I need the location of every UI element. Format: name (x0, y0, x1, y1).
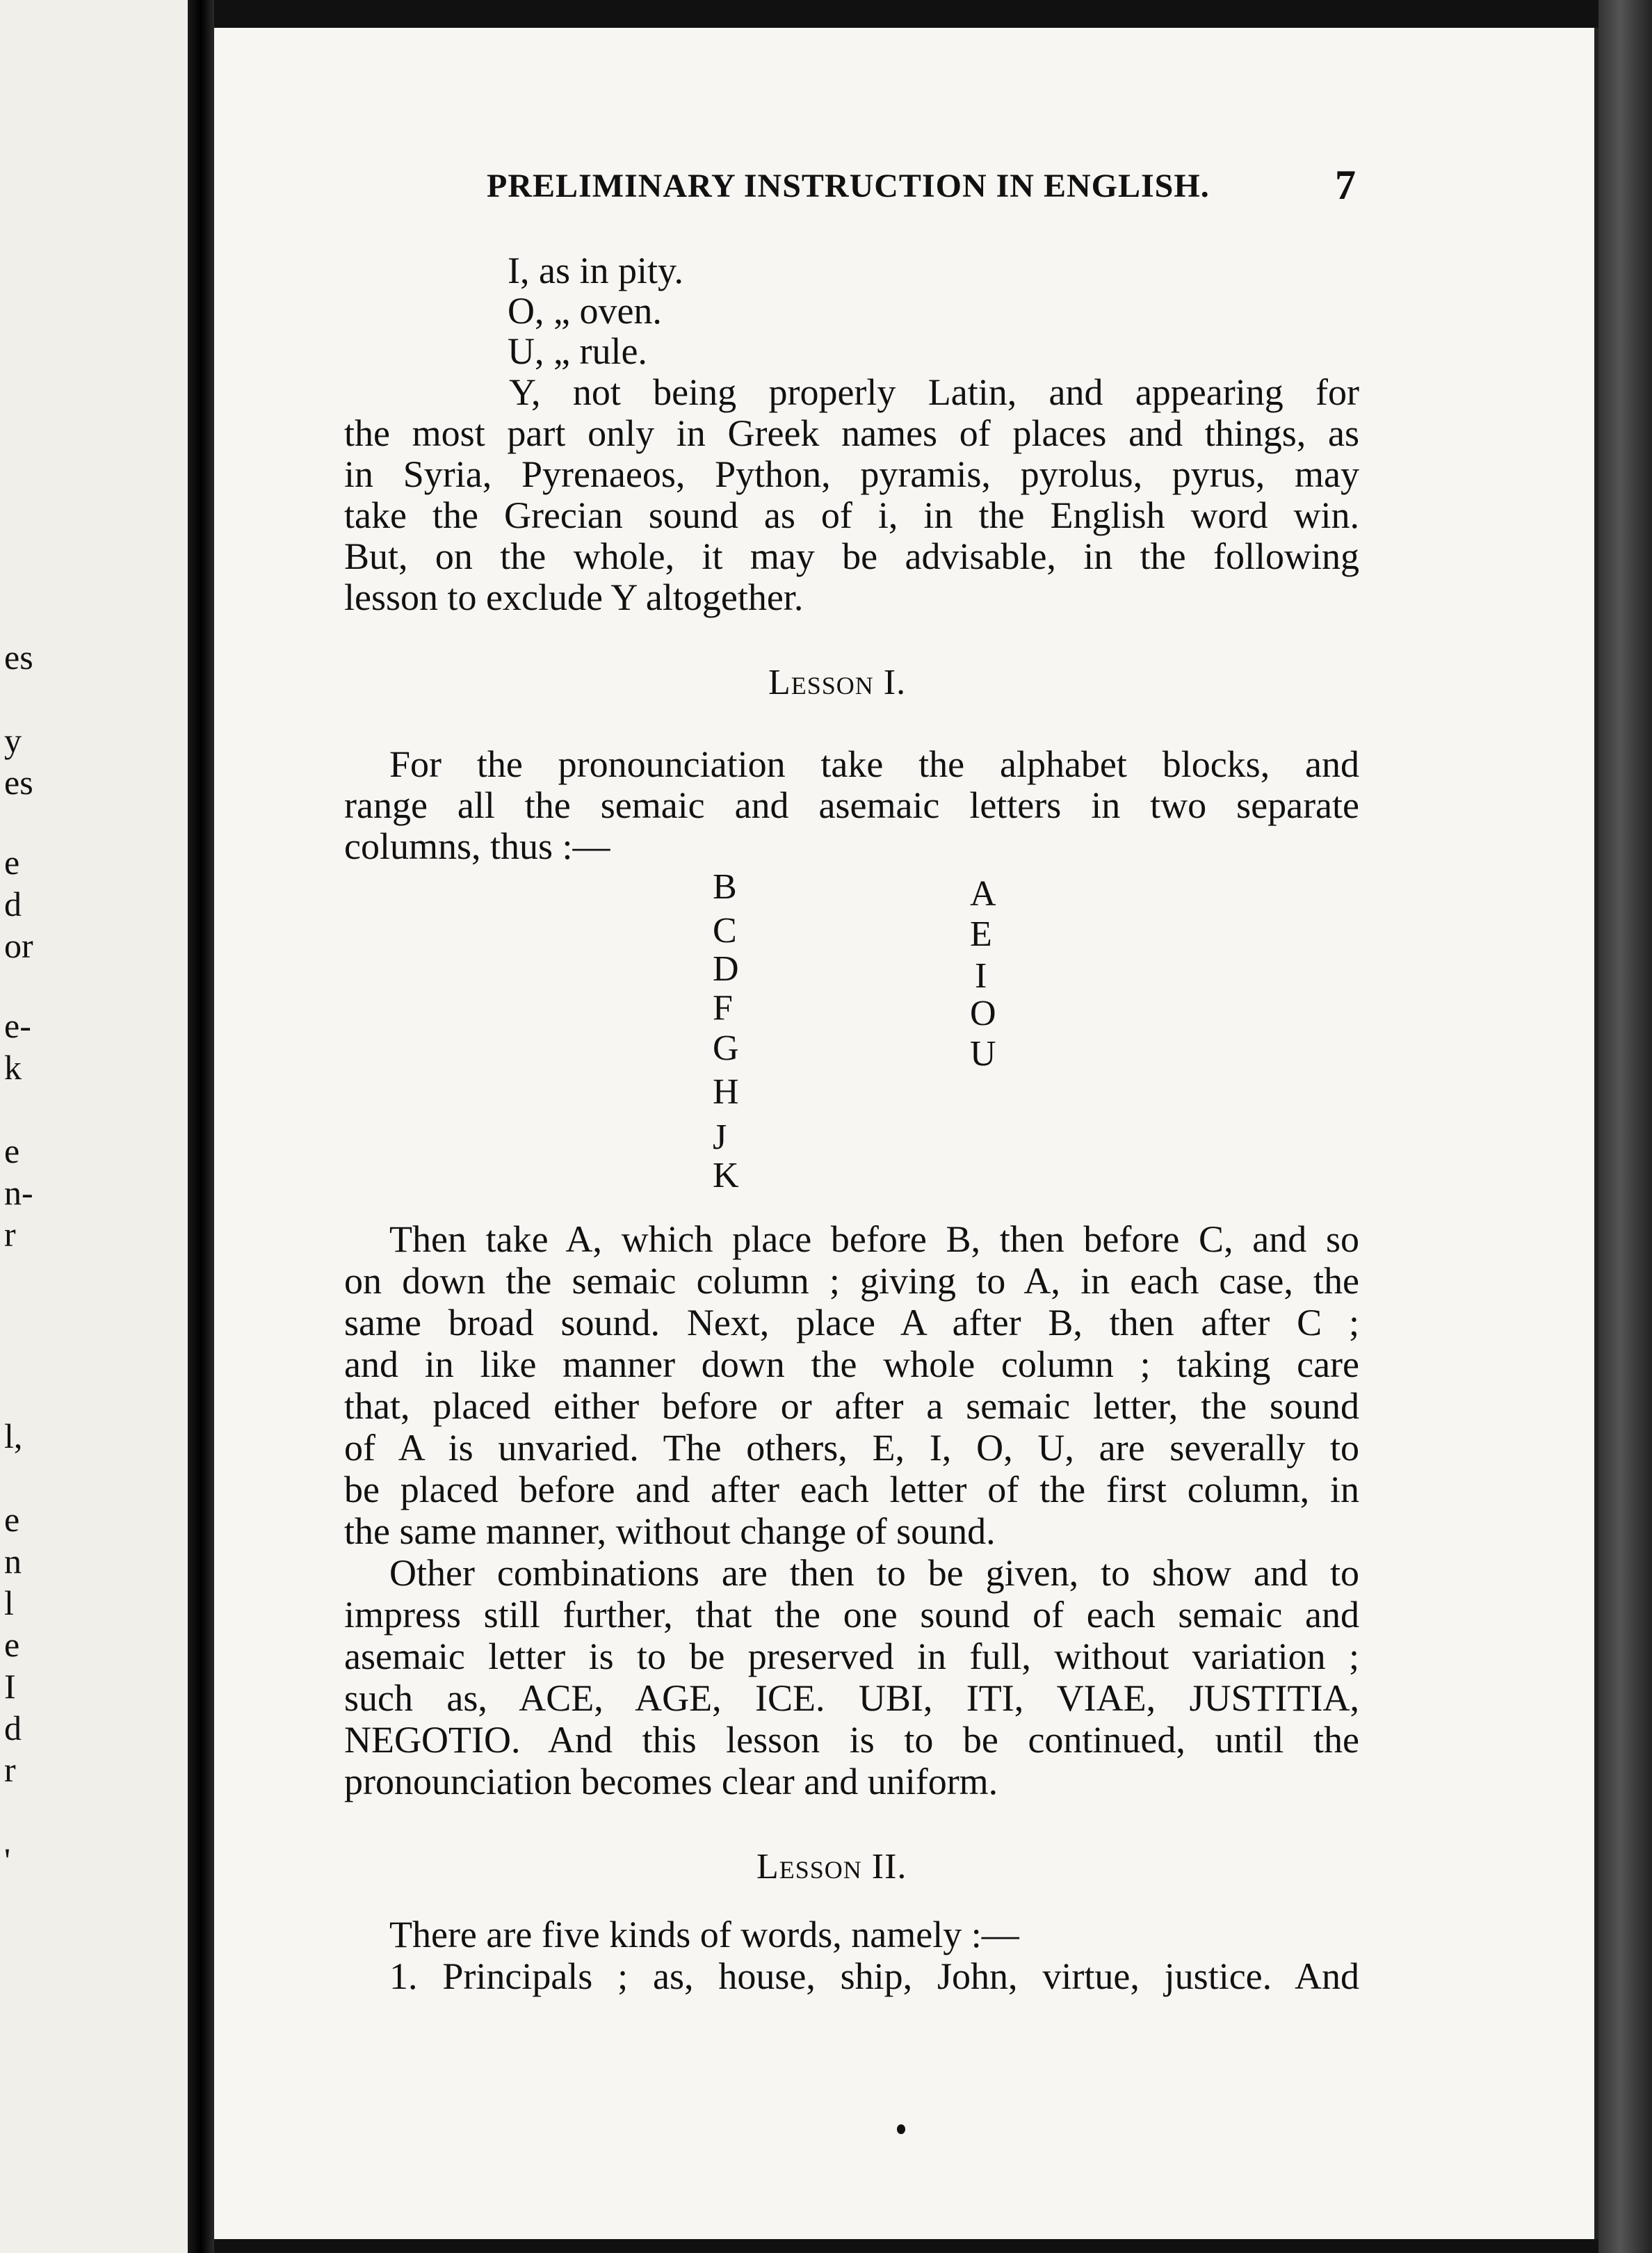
left-page-fragment: es (4, 638, 33, 677)
left-page-fragment: n- (4, 1173, 33, 1212)
lesson-title: Lesson I. (768, 663, 907, 702)
left-page-fragment: d (4, 885, 22, 923)
vowel-example: O, „ oven. (508, 290, 662, 332)
left-page-fragment: n (4, 1542, 22, 1581)
left-page-fragment: d (4, 1709, 22, 1747)
left-page-fragment: es (4, 763, 33, 802)
left-page-fragment: e- (4, 1006, 31, 1045)
left-page-fragment: e (4, 1131, 20, 1170)
book-edge (1598, 0, 1652, 2253)
asemaic-letter: A (970, 874, 996, 914)
semaic-letter: D (713, 949, 739, 989)
paragraph-line: There are five kinds of words, namely :— (389, 1914, 1019, 1955)
paragraph-line: columns, thus :— (344, 825, 610, 867)
paragraph-line: lesson to exclude Y altogether. (344, 576, 804, 618)
paragraph-line: asemaic letter is to be preserved in full, without variation ; (344, 1636, 1359, 1677)
left-page-fragment: r (4, 1215, 16, 1254)
paragraph-line: Y, not being properly Latin, and appearing for (509, 371, 1359, 413)
left-page-fragment: y (4, 721, 22, 760)
paragraph-line: same broad sound. Next, place A after B, then after C ; (344, 1302, 1359, 1343)
left-page-fragment: k (4, 1048, 22, 1087)
semaic-letter: G (713, 1028, 739, 1068)
paragraph-line: the most part only in Greek names of places and things, as (344, 412, 1359, 454)
paragraph-line: be placed before and after each letter of the first column, in (344, 1469, 1359, 1510)
semaic-letter: B (713, 867, 737, 907)
semaic-letter: J (713, 1117, 727, 1157)
paragraph-line: For the pronounciation take the alphabet blocks, and (389, 743, 1359, 785)
book-gutter (188, 0, 214, 2253)
left-page-fragment: I (4, 1667, 16, 1706)
semaic-letter: H (713, 1072, 739, 1112)
vowel-example: I, as in pity. (508, 250, 683, 291)
semaic-letter: C (713, 911, 737, 951)
left-page-fragment: l, (4, 1416, 23, 1455)
paragraph-line: But, on the whole, it may be advisable, in the following (344, 535, 1359, 577)
paragraph-line: such as, ACE, AGE, ICE. UBI, ITI, VIAE, JUSTITIA, (344, 1677, 1359, 1719)
paragraph-line: pronounciation becomes clear and uniform. (344, 1761, 998, 1802)
semaic-letter: F (713, 988, 733, 1028)
paragraph-line: of A is unvaried. The others, E, I, O, U, are severally to (344, 1427, 1359, 1469)
left-page-fragment: ' (4, 1841, 11, 1880)
left-page-fragment: l (4, 1583, 14, 1622)
vowel-example: U, „ rule. (508, 330, 647, 372)
printer-mark (897, 2124, 905, 2134)
running-title: PRELIMINARY INSTRUCTION IN ENGLISH. (487, 168, 1210, 204)
paragraph-line: the same manner, without change of sound. (344, 1510, 996, 1552)
paragraph-line: impress still further, that the one sound of each semaic and (344, 1594, 1359, 1636)
page (214, 28, 1598, 2239)
left-page-fragment: e (4, 843, 20, 882)
paragraph-line: that, placed either before or after a semaic letter, the sound (344, 1385, 1359, 1427)
asemaic-letter: O (970, 994, 996, 1033)
paragraph-line: and in like manner down the whole column ; taking care (344, 1343, 1359, 1385)
page-number: 7 (1335, 162, 1356, 208)
paragraph-line: take the Grecian sound as of i, in the English word win. (344, 494, 1359, 536)
left-page-fragment: e (4, 1625, 20, 1664)
list-item: 1. Principals ; as, house, ship, John, virtue, justice. And (389, 1955, 1359, 1997)
left-page-edge (0, 0, 188, 2253)
asemaic-letter: I (975, 956, 987, 996)
left-page-fragment: or (4, 926, 33, 965)
asemaic-letter: E (970, 914, 992, 954)
paragraph-line: on down the semaic column ; giving to A, in each case, the (344, 1260, 1359, 1302)
paragraph-line: in Syria, Pyrenaeos, Python, pyramis, pyrolus, pyrus, may (344, 453, 1359, 495)
asemaic-letter: U (970, 1034, 996, 1074)
semaic-letter: K (713, 1156, 739, 1195)
paragraph-line: Other combinations are then to be given, to show and to (389, 1552, 1359, 1594)
left-page-fragment: e (4, 1500, 20, 1539)
left-page-fragment: r (4, 1750, 16, 1789)
paragraph-line: range all the semaic and asemaic letters in two separate (344, 784, 1359, 826)
lesson-title: Lesson II. (756, 1847, 907, 1887)
paragraph-line: Then take A, which place before B, then before C, and so (389, 1218, 1359, 1260)
paragraph-line: NEGOTIO. And this lesson is to be continued, until the (344, 1719, 1359, 1761)
